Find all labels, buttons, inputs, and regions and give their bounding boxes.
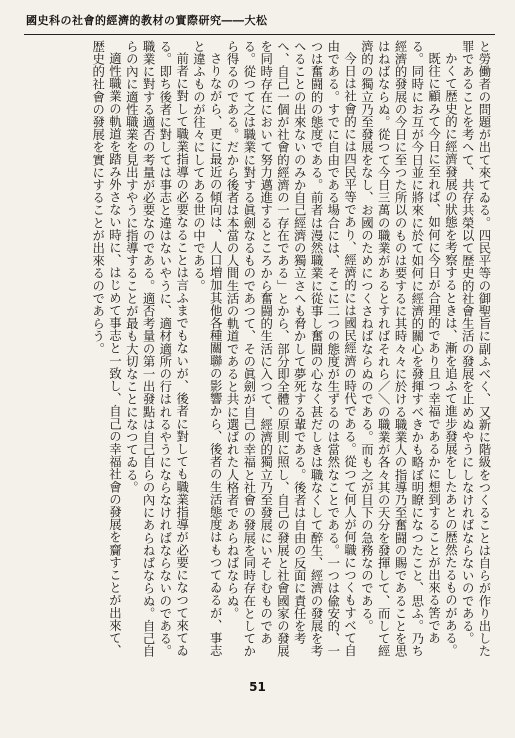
paragraph: 今日は社會的には四民平等であり、經濟的には國民經濟の時代である。從つて何人が何職につくもすべて自由である。すでに自由である場合には、そこに二つの態度が生ずるのは當然なことである。一つは偸安的、一つは奮闘的の態度である。前者は漫然職業に從事し奮闘の心なく甚だしきは職なくして醉生、經濟の發展を考へることの出來ないのみか自己經濟の獨立さへも脅かして夢死する輩である。後者は自由の反面に責任を考へ、自己一個が社會的經濟の一存在である」とから、部分即全體の原則に照し、自己の發展と社會國家の發展を同時存在において努力邁進するところから奮闘的生活に入つて、經濟的獨立乃至發展にいそしむものである。從つて之は職業に對する眞劍なるものであつて、その眞劍が自己の幸福と社會の發展を同時存在としてから得るのである。だから後者は本當の人間生活の軌道であると共に選ばれた人格者であらねばならぬ。: [225, 40, 358, 658]
paragraph: 既往に顧みて今日に至れば、如何に今日が合理的であり且つ幸福であるかに想到することが出來る筈である。同時にお互が今日並に將來に於て如何に經濟的關心を發揮すべきかも略ぼ明瞭になつたこと、思ふ。乃ち經濟的發展の今日に至つた所以のものは要するに其時々々に於ける職業人の指導乃至奮闘の賜であることを思はねばならぬ。從つて今日三萬の職業があるとすればそれら／＼の職業が各々其の天分を發揮して、而して經濟的の獨立乃至發展をなし、お國のためにつくさねばならぬのである。而も之が目下の急務なのである。: [359, 40, 442, 658]
paragraph: かくて歴史的に經濟發展の狀態を考察するときは、漸を追ふて進步發展をしたあとの歴然たるものがある。: [443, 52, 459, 658]
paragraph: 適性職業の軌道を踏み外さない時に、はじめて事志と一致し、自己の幸福社會の發展を齎すことが出來て、歴史的社會の發展を實にすることが出來るのであらう。: [90, 40, 123, 658]
paragraph: さりながら、更に最近の傾向は、人口増加其他各種關聯の影響から、後者の生活態度はもつてゐるが、事志と違ふものが往々にしてある世の中である。: [191, 40, 224, 658]
body-text: [30, 40, 492, 660]
header-rule: [24, 34, 495, 35]
page-number: 51: [249, 680, 266, 694]
running-head: 國史科の社會的經濟的教材の實際研究――大松: [26, 14, 268, 27]
paragraph: 前者に對して職業指導の必要なることは言ふまでもないが、後者に對しても職業指導が必要になつて來てゐる。即ち後者に對しては事志と違はないやうに、適材適所の行はれるやうにならなければならないのである。職業に對する適否の考量が必要なのである。適否考量の第一出發點は自己自らの內にあらねばならぬ。自己自らの內に適性職業を見出すやうに指導することが最も大切なことになつてゐる。: [124, 40, 190, 658]
paragraph: と勞働者の問題が出て來てゐる。四民平等の御聖旨に副ふべく、又新に階級をつくることは自らが作り出した罪であることを考へて、共存共榮以て歴史的社會生活の發展を止めぬやうにしなければならないのである。: [460, 40, 492, 658]
